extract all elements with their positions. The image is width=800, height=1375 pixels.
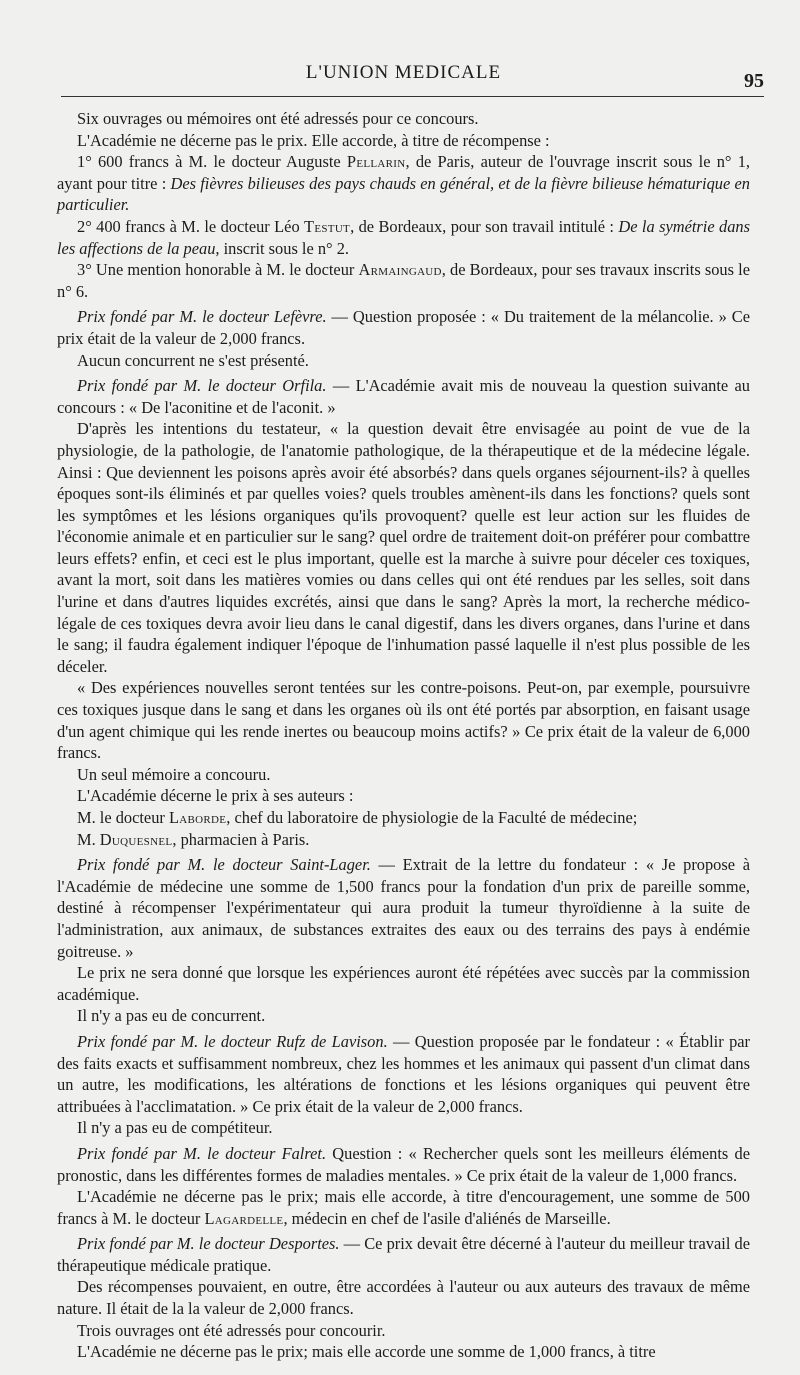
prize-heading: Prix fondé par M. le docteur Rufz de Lavison. bbox=[77, 1031, 388, 1051]
paragraph bbox=[57, 1276, 750, 1319]
header-rule bbox=[61, 96, 764, 97]
page-number: 95 bbox=[744, 70, 764, 92]
paragraph-text: Question : « Rechercher quels sont les meilleurs éléments de pronostic, dans les différentes formes de maladies mentales. » Ce prix était de la valeur de 1,000 francs. bbox=[57, 1143, 750, 1185]
prize-section bbox=[57, 854, 750, 962]
paragraph-text: , de Bordeaux, pour ses travaux inscrits sous le n° 6. bbox=[57, 260, 750, 301]
paragraph-text: Un seul mémoire a concouru. bbox=[77, 764, 271, 784]
paragraph-text: Le prix ne sera donné que lorsque les expériences auront été répétées avec succès par la commission académique. bbox=[57, 963, 750, 1004]
paragraph bbox=[57, 1320, 750, 1342]
prize-section bbox=[57, 1143, 750, 1186]
paragraph-text: D'après les intentions du testateur, « la question devait être envisagée au point de vue de la physiologie, de la pathologie, de l'anatomie pathologique, de la thérapeutique et de la médecine légale. Ainsi : Que deviennent les poisons après avoir été absorbés? dans quels organes séjournent-ils? à quelles époques sont-ils éliminés et par quelles voies? quels troubles amènent-ils dans les fonctions? quels sont les symptômes et les lésions organiques qu'ils provoquent? quelle est leur action sur les fluides de l'économie animale et en particulier sur le sang? quel ordre de traitement doit-on préférer pour combattre leurs effets? enfin, et ceci est le plus important, quelle est la marche à suivre pour déceler ces toxiques, avant la mort, soit dans les matières vomies ou dans celles qui ont été rendues par les selles, soit dans l'urine et dans d'autres liquides excrétés, ainsi que dans le sang? Après la mort, la recherche médico-légale de ces toxiques devra avoir lieu dans le canal digestif, dans les divers organes, dans l'urine et dans le sang; il faudra également indiquer l'époque de l'inhumation passé laquelle il n'est plus possible de les déceler. bbox=[57, 419, 750, 676]
paragraph-text: M. bbox=[77, 829, 100, 849]
prize-heading: Prix fondé par M. le docteur Desportes. bbox=[77, 1234, 340, 1254]
paragraph-text: , de Bordeaux, pour son travail intitulé : bbox=[350, 216, 619, 236]
prize-section bbox=[57, 375, 750, 418]
work-title: Des fièvres bilieuses des pays chauds en général, et de la fièvre bilieuse hématurique en particulier. bbox=[57, 173, 750, 215]
paragraph-text: 3° Une mention honorable à M. le docteur bbox=[77, 260, 359, 280]
paragraph-text: — L'Académie avait mis de nouveau la question suivante au concours : « De l'aconitine et de l'aconit. » bbox=[57, 376, 750, 417]
paragraph bbox=[57, 418, 750, 677]
paragraph-text: M. le docteur bbox=[77, 808, 169, 827]
work-title: De la symétrie dans les affections de la peau, bbox=[57, 216, 750, 258]
prize-section bbox=[57, 1233, 750, 1276]
paragraph-text: , chef du laboratoire de physiologie de la Faculté de médecine; bbox=[226, 808, 638, 827]
laureate-name: Testut bbox=[304, 216, 351, 236]
paragraph-text: L'Académie décerne le prix à ses auteurs : bbox=[77, 786, 354, 806]
award-item bbox=[57, 1186, 750, 1229]
page-body bbox=[57, 108, 750, 1363]
paragraph bbox=[57, 350, 750, 372]
paragraph bbox=[57, 1117, 750, 1139]
paragraph-text: L'Académie ne décerne pas le prix. Elle accorde, à titre de récompense : bbox=[77, 130, 550, 150]
paragraph-text: — Ce prix devait être décerné à l'auteur du meilleur travail de thérapeutique médicale pratique. bbox=[57, 1234, 750, 1275]
paragraph-text: Aucun concurrent ne s'est présenté. bbox=[77, 350, 309, 370]
prize-section bbox=[57, 1031, 750, 1117]
paragraph bbox=[57, 764, 750, 786]
paragraph-text: inscrit sous le n° 2. bbox=[219, 238, 349, 258]
laureate-name: Laborde bbox=[168, 808, 227, 827]
award-item bbox=[57, 807, 750, 829]
paragraph bbox=[57, 677, 750, 763]
paragraph-text: L'Académie ne décerne pas le prix; mais elle accorde une somme de 1,000 francs, à titre bbox=[77, 1342, 656, 1362]
award-item bbox=[57, 829, 750, 851]
award-item bbox=[57, 216, 750, 259]
paragraph-text: — Question proposée par le fondateur : « Établir par des faits exacts et suffisamment nombreux, chez les hommes et les animaux qui passent d'un climat dans un autre, les modifications, les altérations de fonctions et les lésions organiques qui peuvent être attribuées à l'acclimatation. » Ce prix était de la valeur de 2,000 francs. bbox=[57, 1031, 750, 1116]
award-item bbox=[57, 259, 750, 302]
laureate-name: Armaingaud bbox=[358, 260, 442, 280]
paragraph-text: — Question proposée : « Du traitement de la mélancolie. » Ce prix était de la valeur de 2,000 francs. bbox=[57, 307, 751, 348]
paragraph-text: , médecin en chef de l'asile d'aliénés de Marseille. bbox=[283, 1208, 611, 1228]
paragraph-text: 1° 600 francs à M. le docteur Auguste bbox=[77, 152, 347, 172]
paragraph-text: Six ouvrages ou mémoires ont été adressés pour ce concours. bbox=[77, 109, 479, 128]
paragraph-text: , de Paris, auteur de l'ouvrage inscrit sous le n° 1, ayant pour titre : bbox=[57, 152, 750, 193]
paragraph-text: Des récompenses pouvaient, en outre, être accordées à l'auteur ou aux auteurs des travaux de même nature. Il était de la la valeur de 2,000 francs. bbox=[57, 1277, 750, 1319]
laureate-name: Duquesnel bbox=[99, 829, 173, 849]
paragraph bbox=[57, 1005, 750, 1027]
prize-section bbox=[57, 306, 750, 349]
laureate-name: Lagardelle bbox=[204, 1208, 284, 1228]
prize-heading: Prix fondé par M. le docteur Saint-Lager. bbox=[77, 855, 371, 875]
paragraph bbox=[57, 962, 750, 1005]
paragraph bbox=[57, 785, 750, 807]
running-title: L'UNION MEDICALE bbox=[305, 62, 502, 83]
paragraph-text: Trois ouvrages ont été adressés pour concourir. bbox=[77, 1320, 386, 1340]
paragraph-text: Il n'y a pas eu de concurrent. bbox=[77, 1006, 266, 1026]
prize-heading: Prix fondé par M. le docteur Lefèvre. bbox=[77, 307, 327, 327]
paragraph-text: — Extrait de la lettre du fondateur : « Je propose à l'Académie de médecine une somme de 1,500 francs pour la fondation d'un prix de pareille somme, destiné à récompenser l'expérimentateur qui aura produit la tumeur thyroïdienne à la suite de l'administration, aux animaux, de substances extraites des eaux ou des terrains des pays à endémie goitreuse. » bbox=[57, 855, 750, 961]
prize-heading: Prix fondé par M. le docteur Falret. bbox=[77, 1143, 327, 1163]
paragraph bbox=[57, 130, 750, 152]
prize-heading: Prix fondé par M. le docteur Orfila. bbox=[77, 376, 327, 396]
paragraph bbox=[57, 1341, 750, 1363]
page-header bbox=[57, 0, 764, 96]
paragraph-text: 2° 400 francs à M. le docteur Léo bbox=[77, 216, 305, 236]
paragraph-text: Il n'y a pas eu de compétiteur. bbox=[77, 1118, 273, 1138]
paragraph-text: L'Académie ne décerne pas le prix; mais elle accorde, à titre d'encouragement, une somme de 500 francs à M. le docteur bbox=[57, 1187, 750, 1228]
paragraph-text: , pharmacien à Paris. bbox=[172, 829, 310, 849]
laureate-name: Pellarin bbox=[346, 152, 406, 172]
paragraph bbox=[57, 108, 750, 130]
award-item bbox=[57, 151, 750, 216]
paragraph-text: « Des expériences nouvelles seront tentées sur les contre-poisons. Peut-on, par exemple, poursuivre ces toxiques jusque dans le sang et dans les organes où ils ont été portés par absorption, en faisant usage d'un agent chimique qui les rende inertes ou beaucoup moins actifs? » Ce prix était de la valeur de 6,000 francs. bbox=[57, 678, 750, 763]
